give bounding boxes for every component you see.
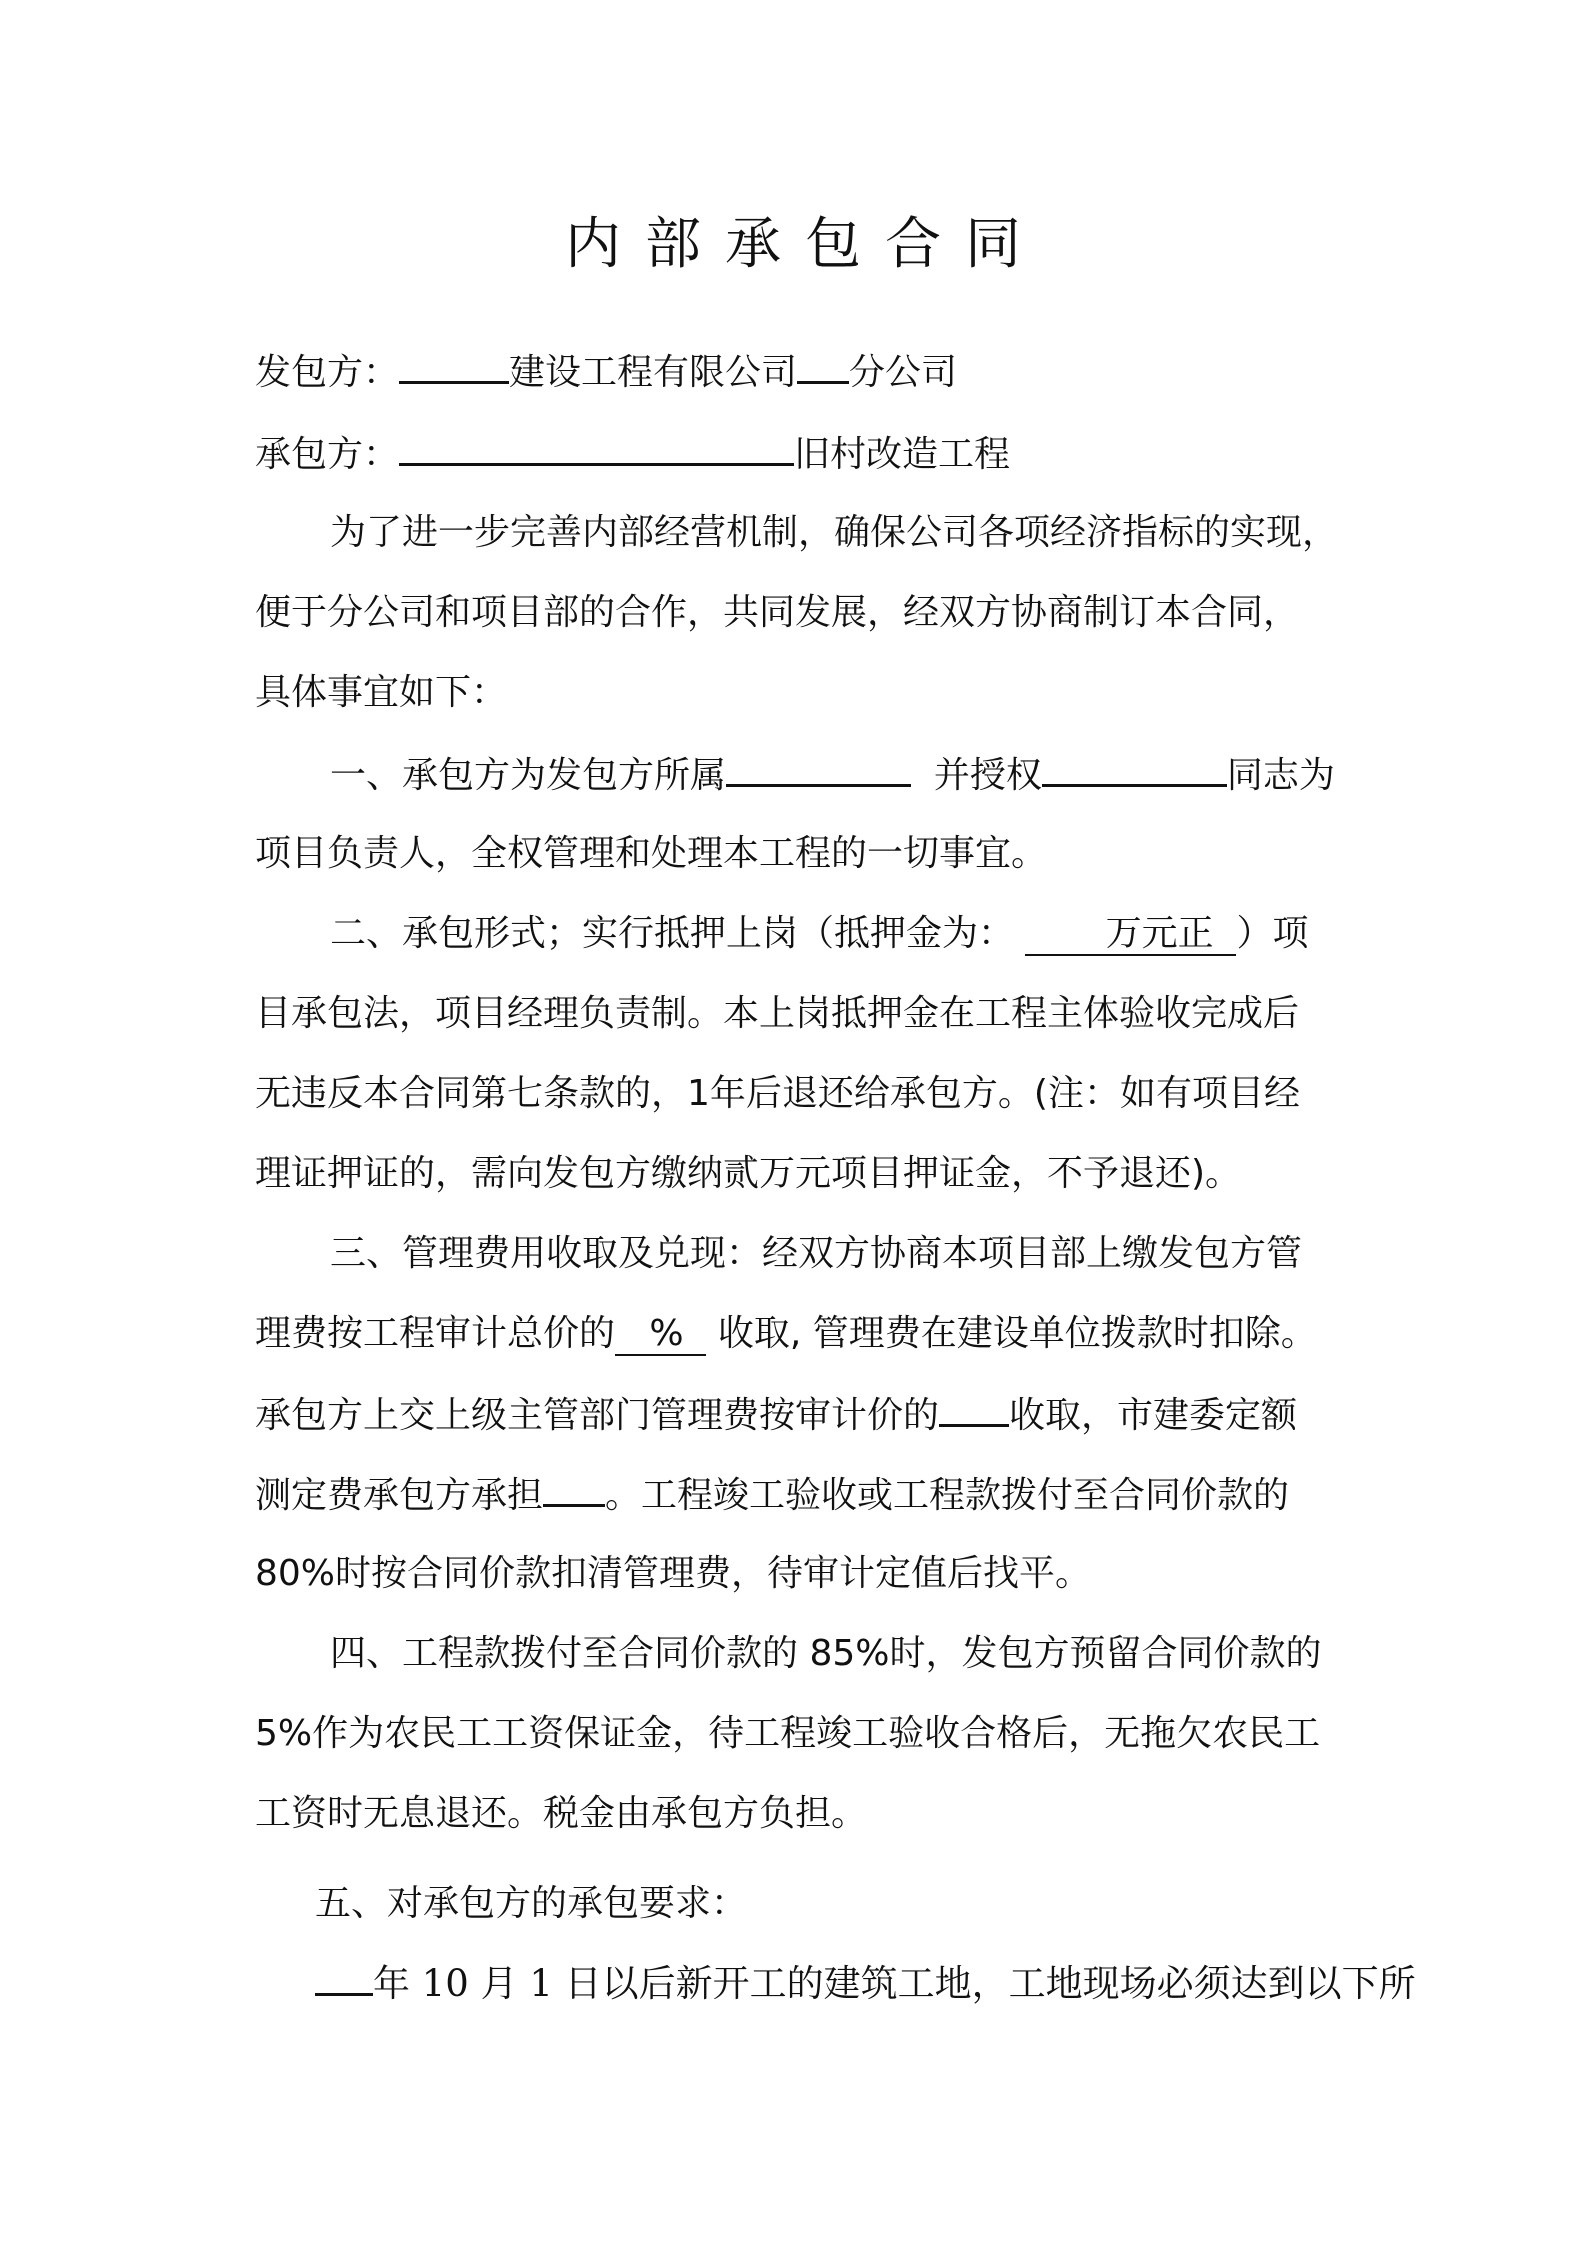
clause3-fee-blank xyxy=(543,1468,605,1507)
clause3-percent: % xyxy=(615,1313,706,1356)
clause2-text-a: 二、承包形式；实行抵押上岗（抵押金为： xyxy=(330,913,1015,954)
intro-line-3: 具体事宜如下： xyxy=(255,672,508,713)
clause1-text-c: 同志为 xyxy=(1226,755,1335,796)
party-a-suffix: 分公司 xyxy=(849,352,958,393)
intro-line-1: 为了进一步完善内部经营机制，确保公司各项经济指标的实现， xyxy=(330,512,1339,553)
clause3-line-5: 80%时按合同价款扣清管理费，待审计定值后找平。 xyxy=(255,1553,1092,1594)
clause3-text-3a: 承包方上交上级主管部门管理费按审计价的 xyxy=(255,1395,940,1436)
clause2-text-b: ）项 xyxy=(1236,913,1309,954)
clause2-line-4: 理证押证的，需向发包方缴纳贰万元项目押证金，不予退还)。 xyxy=(255,1153,1242,1194)
clause2-line-2: 目承包法，项目经理负责制。本上岗抵押金在工程主体验收完成后 xyxy=(255,993,1300,1034)
clause3-text-4a: 测定费承包方承担 xyxy=(255,1475,544,1516)
clause5-heading: 五、对承包方的承包要求： xyxy=(315,1883,748,1924)
party-a-company: 建设工程有限公司 xyxy=(509,352,798,393)
clause1-name-blank xyxy=(1042,748,1227,787)
party-a-blank xyxy=(399,345,509,384)
clause3-line-3 xyxy=(255,1388,1297,1442)
clause1-line-2: 项目负责人，全权管理和处理本工程的一切事宜。 xyxy=(255,833,1048,874)
party-b-label: 承包方： xyxy=(255,434,400,475)
clause3-line-2 xyxy=(255,1308,1317,1360)
clause3-line-4 xyxy=(255,1468,1289,1522)
clause1-text-b: 并授权 xyxy=(933,755,1042,796)
clause5-text: 年 10 月 1 日以后新开工的建筑工地，工地现场必须达到以下所 xyxy=(373,1962,1416,2005)
clause1-text-a: 一、承包方为发包方所属 xyxy=(330,755,727,796)
clause3-line-1: 三、管理费用收取及兑现：经双方协商本项目部上缴发包方管 xyxy=(330,1233,1303,1274)
clause2-line-3: 无违反本合同第七条款的，1年后退还给承包方。(注：如有项目经 xyxy=(255,1073,1300,1114)
party-b-project: 旧村改造工程 xyxy=(794,434,1011,475)
intro-line-2: 便于分公司和项目部的合作，共同发展，经双方协商制订本合同， xyxy=(255,592,1300,633)
clause4-line-2: 5%作为农民工工资保证金，待工程竣工验收合格后，无拖欠农民工 xyxy=(255,1713,1321,1754)
clause4-line-1: 四、工程款拨付至合同价款的 85%时，发包方预留合同价款的 xyxy=(330,1633,1322,1674)
clause5-line-1 xyxy=(315,1957,1416,2010)
document-title: 内部承包合同 xyxy=(565,212,1045,277)
clause1-line-1 xyxy=(330,748,1335,802)
clause3-text-4b: 。工程竣工验收或工程款拨付至合同价款的 xyxy=(605,1475,1290,1516)
clause2-amount: 万元正 xyxy=(1025,913,1236,956)
party-b-blank xyxy=(399,427,794,466)
clause3-rate-blank xyxy=(939,1388,1009,1427)
party-a-branch-blank xyxy=(797,345,849,384)
clause5-year-blank xyxy=(315,1957,373,1996)
clause4-line-3: 工资时无息退还。税金由承包方负担。 xyxy=(255,1793,868,1834)
party-b-line xyxy=(255,427,1010,481)
clause3-text-3b: 收取，市建委定额 xyxy=(1009,1395,1298,1436)
party-a-label: 发包方： xyxy=(255,352,400,393)
clause3-text-2a: 理费按工程审计总价的 xyxy=(255,1313,616,1354)
clause3-text-2b: 收取, 管理费在建设单位拨款时扣除。 xyxy=(717,1313,1317,1354)
clause2-line-1 xyxy=(330,908,1309,960)
party-a-line xyxy=(255,345,957,399)
clause1-dept-blank xyxy=(726,748,911,787)
